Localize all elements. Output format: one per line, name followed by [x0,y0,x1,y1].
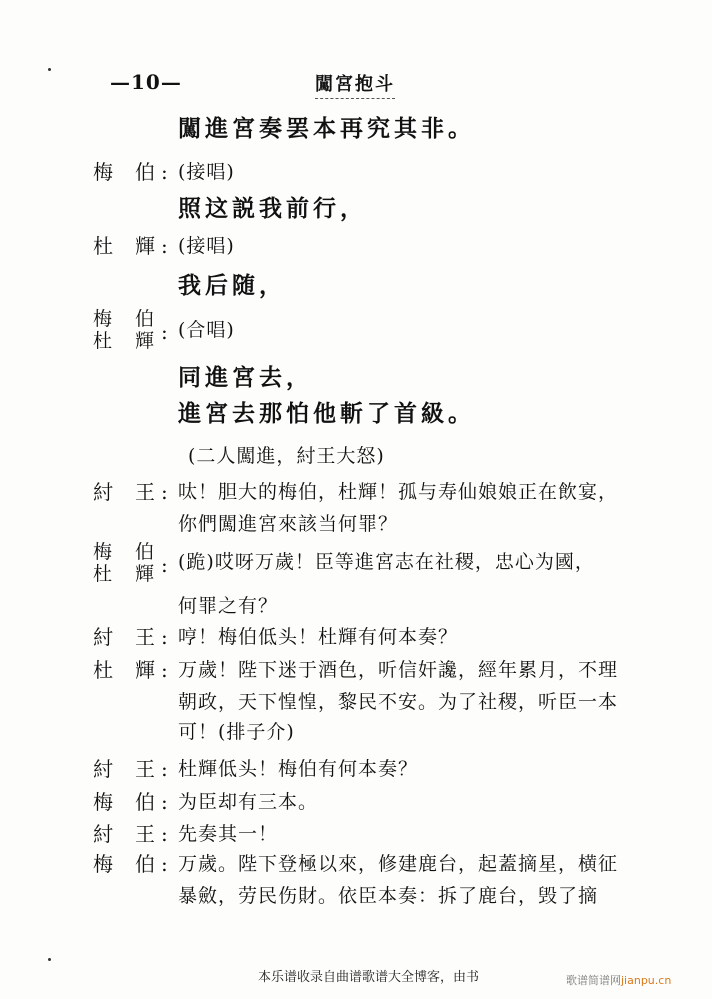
dialogue-line: 杜輝低头！梅伯有何本奏？ [178,758,419,780]
dialogue-line: 为臣却有三本。 [178,791,319,813]
dialogue-line: (跪)哎呀万歲！臣等進宮志在社稷，忠心为國， [178,551,595,573]
page-number: —10— [110,70,182,94]
document-page: —10— 闖宮抱斗 闖進宮奏罢本再究其非。 梅 伯 : (接唱) 照这説我前行， 杜 輝 : (接唱) 我后随， 梅 伯 杜 輝 : (合唱) 同進宮去， 進宮去那怕他斬了首級。 (二人闖進，紂王大怒) 紂 王 : 呔！胆大的梅伯，杜輝！孤与寿仙娘娘正在飲宴， 你們闖進宮來該当何罪？ 梅 伯 杜 輝 : (跪)哎呀万歲！臣等進宮志在社稷，忠心为國， 何罪之有？ 紂 王 : 哼！梅伯低头！杜輝有何本奏？ 杜 輝 : 万歲！陛下迷于酒色，听信奸讒，經年累月，不理 朝政，天下惶惶，黎民不安。为了社稷，听臣一本 可！(排子介) 紂 王 : 杜輝低头！梅伯有何本奏？ 梅 伯 : 为臣却有三本。 紂 王 : 先奏其一！ 梅 伯 : 万歲。陛下登極以來，修建鹿台，起蓋摘星，横征 暴斂，劳民伤財。依臣本奏：拆了鹿台，毁了摘 本乐谱收录自曲谱歌谱大全博客，由书 歌谱简谱网jianpu.cn [0,0,712,999]
scan-speck [48,68,51,71]
dialogue-line: 你們闖進宮來該当何罪？ [178,513,399,535]
dialogue-line: 先奏其一！ [178,823,279,845]
stage-direction: (接唱) [178,235,235,257]
sung-line: 進宮去那怕他斬了首級。 [178,400,475,427]
sung-line: 照这説我前行， [178,195,367,222]
stage-direction: (二人闖進，紂王大怒) [188,445,385,467]
dialogue-line: 万歲。陛下登極以來，修建鹿台，起蓋摘星，横征 [178,853,619,875]
watermark-cn: 歌谱简谱网 [566,974,621,987]
dialogue-line: 万歲！陛下迷于酒色，听信奸讒，經年累月，不理 [178,659,619,681]
sung-line: 我后随， [178,272,286,299]
dialogue-line: 朝政，天下惶惶，黎民不安。为了社稷，听臣一本 [178,691,619,713]
dialogue-line: 可！(排子介) [178,721,295,743]
dialogue-line: 呔！胆大的梅伯，杜輝！孤与寿仙娘娘正在飲宴， [178,481,619,503]
dialogue-line: 哼！梅伯低头！杜輝有何本奏？ [178,626,459,648]
stage-direction: (合唱) [178,319,235,341]
footer-note: 本乐谱收录自曲谱歌谱大全博客，由书 [258,970,480,985]
watermark-en: jianpu.cn [621,974,672,987]
speaker-label-double: 梅 伯 杜 輝 : [93,308,168,352]
page-header [110,70,580,102]
watermark [566,972,671,988]
dialogue-line: 何罪之有？ [178,595,279,617]
running-title: 闖宮抱斗 [315,70,395,99]
sung-line: 同進宮去， [178,364,313,391]
scan-speck [48,958,51,961]
stage-direction: (接唱) [178,161,235,183]
sung-line: 闖進宮奏罢本再究其非。 [178,115,475,142]
dialogue-line: 暴斂，劳民伤財。依臣本奏：拆了鹿台，毁了摘 [178,885,599,907]
speaker-label-double: 梅 伯 杜 輝 : [93,541,168,585]
